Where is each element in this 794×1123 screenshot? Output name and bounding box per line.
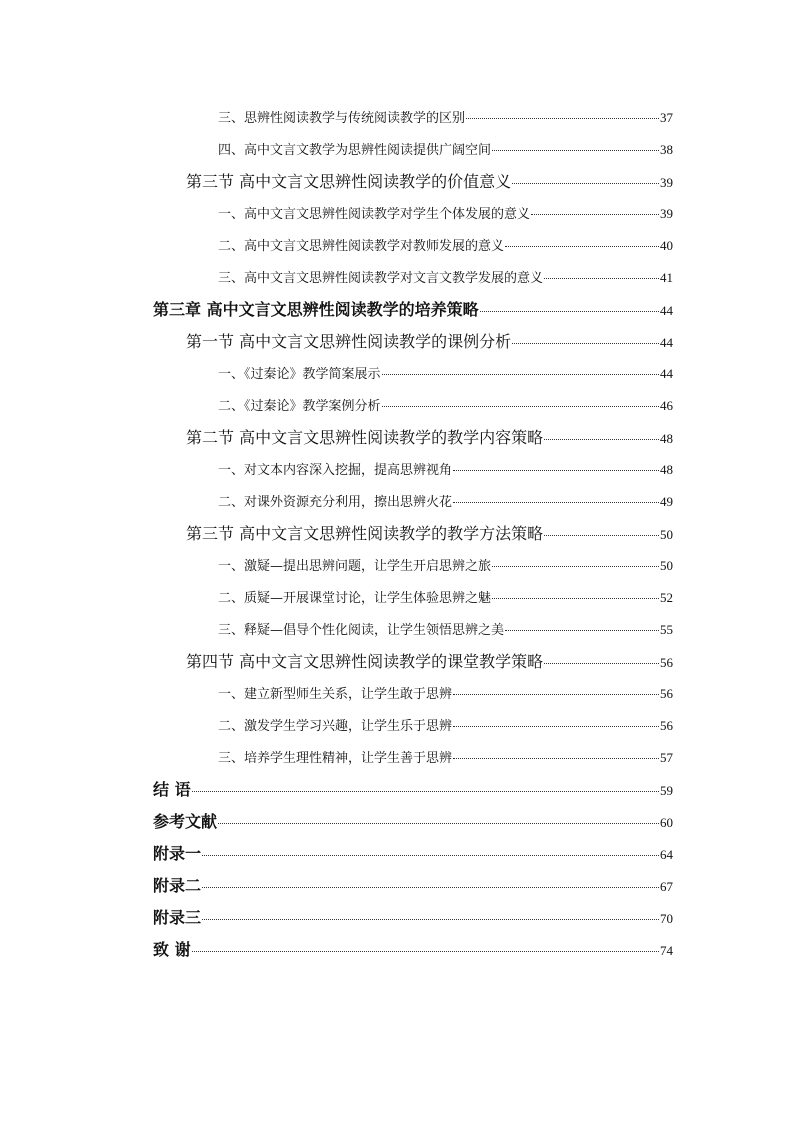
toc-row bbox=[0, 650, 794, 674]
dot-leader bbox=[492, 597, 659, 599]
dot-leader bbox=[512, 182, 659, 184]
toc-row bbox=[0, 874, 794, 898]
toc-entry-title: 一、高中文言文思辨性阅读教学对学生个体发展的意义 bbox=[218, 207, 531, 222]
toc-row bbox=[0, 394, 794, 418]
toc-entry-level-3[interactable] bbox=[218, 682, 673, 707]
dot-leader bbox=[453, 693, 659, 695]
toc-entry-level-3[interactable] bbox=[218, 362, 673, 387]
toc-entry-title: 一、激疑—提出思辨问题，让学生开启思辨之旅 bbox=[218, 559, 492, 574]
dot-leader bbox=[382, 373, 659, 375]
toc-entry-title: 二、对课外资源充分利用，擦出思辨火花 bbox=[218, 495, 453, 510]
toc-entry-level-1[interactable] bbox=[153, 778, 673, 803]
toc-page-number: 46 bbox=[660, 398, 673, 413]
toc-row bbox=[0, 906, 794, 930]
toc-row bbox=[0, 490, 794, 514]
toc-row bbox=[0, 682, 794, 706]
toc-entry-level-3[interactable] bbox=[218, 202, 673, 227]
toc-page-number: 48 bbox=[660, 462, 673, 477]
toc-entry-level-3[interactable] bbox=[218, 490, 673, 515]
toc-entry-level-1[interactable] bbox=[153, 938, 673, 963]
toc-page-number: 40 bbox=[660, 238, 673, 253]
toc-entry-title: 第二节 高中文言文思辨性阅读教学的教学内容策略 bbox=[186, 428, 544, 447]
toc-page-number: 56 bbox=[660, 686, 673, 701]
toc-page-number: 56 bbox=[660, 718, 673, 733]
dot-leader bbox=[480, 310, 659, 312]
dot-leader bbox=[544, 438, 659, 440]
toc-entry-title: 第三章 高中文言文思辨性阅读教学的培养策略 bbox=[153, 300, 479, 319]
toc-page-number: 57 bbox=[660, 750, 673, 765]
toc-row bbox=[0, 202, 794, 226]
toc-row bbox=[0, 426, 794, 450]
toc-entry-level-3[interactable] bbox=[218, 554, 673, 579]
toc-page-number: 44 bbox=[660, 335, 673, 350]
dot-leader bbox=[453, 725, 659, 727]
toc-entry-level-3[interactable] bbox=[218, 106, 673, 131]
dot-leader bbox=[202, 886, 659, 888]
toc-entry-level-3[interactable] bbox=[218, 266, 673, 291]
dot-leader bbox=[453, 469, 659, 471]
toc-entry-level-1[interactable] bbox=[153, 906, 673, 931]
toc-page-number: 70 bbox=[660, 911, 673, 926]
dot-leader bbox=[505, 245, 659, 247]
toc-entry-title: 二、《过秦论》教学案例分析 bbox=[218, 399, 381, 414]
toc-entry-level-2[interactable] bbox=[186, 426, 673, 451]
toc-row bbox=[0, 618, 794, 642]
toc-page-number: 44 bbox=[660, 366, 673, 381]
toc-row bbox=[0, 106, 794, 130]
toc-page-number: 39 bbox=[660, 206, 673, 221]
toc-page-number: 49 bbox=[660, 494, 673, 509]
toc-page-number: 55 bbox=[660, 622, 673, 637]
toc-entry-title: 第四节 高中文言文思辨性阅读教学的课堂教学策略 bbox=[186, 652, 544, 671]
toc-entry-title: 致 谢 bbox=[153, 940, 191, 959]
toc-entry-title: 三、思辨性阅读教学与传统阅读教学的区别 bbox=[218, 111, 466, 126]
toc-entry-title: 附录三 bbox=[153, 908, 202, 927]
dot-leader bbox=[202, 918, 659, 920]
toc-entry-level-3[interactable] bbox=[218, 458, 673, 483]
toc-entry-title: 三、培养学生理性精神，让学生善于思辨 bbox=[218, 751, 453, 766]
toc-page-number: 74 bbox=[660, 943, 673, 958]
toc-entry-title: 三、释疑—倡导个性化阅读，让学生领悟思辨之美 bbox=[218, 623, 505, 638]
dot-leader bbox=[544, 277, 659, 279]
dot-leader bbox=[544, 662, 659, 664]
toc-entry-title: 附录一 bbox=[153, 844, 202, 863]
toc-entry-level-3[interactable] bbox=[218, 714, 673, 739]
dot-leader bbox=[512, 342, 659, 344]
toc-page-number: 50 bbox=[660, 558, 673, 573]
toc-entry-title: 三、高中文言文思辨性阅读教学对文言文教学发展的意义 bbox=[218, 271, 544, 286]
toc-page-number: 67 bbox=[660, 879, 673, 894]
toc-row bbox=[0, 810, 794, 834]
dot-leader bbox=[466, 117, 659, 119]
toc-page-number: 44 bbox=[660, 303, 673, 318]
toc-row bbox=[0, 714, 794, 738]
dot-leader bbox=[492, 149, 659, 151]
toc-page-number: 59 bbox=[660, 783, 673, 798]
toc-row bbox=[0, 586, 794, 610]
toc-entry-level-3[interactable] bbox=[218, 234, 673, 259]
dot-leader bbox=[453, 757, 659, 759]
toc-page-number: 38 bbox=[660, 142, 673, 157]
toc-entry-level-2[interactable] bbox=[186, 522, 673, 547]
toc-row bbox=[0, 298, 794, 322]
dot-leader bbox=[531, 213, 659, 215]
toc-entry-level-3[interactable] bbox=[218, 586, 673, 611]
toc-entry-level-3[interactable] bbox=[218, 394, 673, 419]
dot-leader bbox=[382, 405, 659, 407]
toc-page-number: 56 bbox=[660, 655, 673, 670]
toc-entry-level-3[interactable] bbox=[218, 138, 673, 163]
toc-page-number: 60 bbox=[660, 815, 673, 830]
toc-row bbox=[0, 522, 794, 546]
toc-page-number: 37 bbox=[660, 110, 673, 125]
toc-row bbox=[0, 138, 794, 162]
dot-leader bbox=[218, 822, 659, 824]
toc-row bbox=[0, 458, 794, 482]
toc-entry-level-1[interactable] bbox=[153, 810, 673, 835]
toc-entry-title: 附录二 bbox=[153, 876, 202, 895]
toc-row bbox=[0, 778, 794, 802]
toc-entry-level-2[interactable] bbox=[186, 170, 673, 195]
dot-leader bbox=[492, 565, 659, 567]
toc-row bbox=[0, 266, 794, 290]
toc-row bbox=[0, 938, 794, 962]
toc-entry-title: 二、激发学生学习兴趣，让学生乐于思辨 bbox=[218, 719, 453, 734]
dot-leader bbox=[202, 854, 659, 856]
toc-entry-title: 结 语 bbox=[153, 780, 191, 799]
dot-leader bbox=[453, 501, 659, 503]
toc-entry-title: 第一节 高中文言文思辨性阅读教学的课例分析 bbox=[186, 332, 512, 351]
toc-entry-title: 四、高中文言文教学为思辨性阅读提供广阔空间 bbox=[218, 143, 492, 158]
toc-entry-title: 二、高中文言文思辨性阅读教学对教师发展的意义 bbox=[218, 239, 505, 254]
toc-entry-title: 一、《过秦论》教学简案展示 bbox=[218, 367, 381, 382]
toc-row bbox=[0, 330, 794, 354]
toc-entry-title: 第三节 高中文言文思辨性阅读教学的价值意义 bbox=[186, 172, 512, 191]
toc-entry-level-1[interactable] bbox=[153, 298, 673, 323]
toc-row bbox=[0, 554, 794, 578]
toc-row bbox=[0, 234, 794, 258]
toc-page-number: 64 bbox=[660, 847, 673, 862]
toc-entry-title: 二、质疑—开展课堂讨论，让学生体验思辨之魅 bbox=[218, 591, 492, 606]
toc-page-number: 48 bbox=[660, 431, 673, 446]
dot-leader bbox=[505, 629, 659, 631]
toc-entry-title: 一、对文本内容深入挖掘，提高思辨视角 bbox=[218, 463, 453, 478]
dot-leader bbox=[192, 950, 659, 952]
toc-row bbox=[0, 746, 794, 770]
toc-row bbox=[0, 170, 794, 194]
toc-entry-level-2[interactable] bbox=[186, 330, 673, 355]
toc-entry-level-1[interactable] bbox=[153, 842, 673, 867]
toc-page-number: 50 bbox=[660, 527, 673, 542]
toc-page-number: 41 bbox=[660, 270, 673, 285]
toc-row bbox=[0, 842, 794, 866]
toc-entry-level-2[interactable] bbox=[186, 650, 673, 675]
toc-entry-title: 参考文献 bbox=[153, 812, 218, 831]
toc-entry-level-1[interactable] bbox=[153, 874, 673, 899]
toc-entry-level-3[interactable] bbox=[218, 618, 673, 643]
toc-page-number: 52 bbox=[660, 590, 673, 605]
dot-leader bbox=[544, 534, 659, 536]
toc-entry-level-3[interactable] bbox=[218, 746, 673, 771]
toc-page-number: 39 bbox=[660, 175, 673, 190]
dot-leader bbox=[192, 790, 659, 792]
toc-entry-title: 一、建立新型师生关系，让学生敢于思辨 bbox=[218, 687, 453, 702]
toc-entry-title: 第三节 高中文言文思辨性阅读教学的教学方法策略 bbox=[186, 524, 544, 543]
toc-row bbox=[0, 362, 794, 386]
